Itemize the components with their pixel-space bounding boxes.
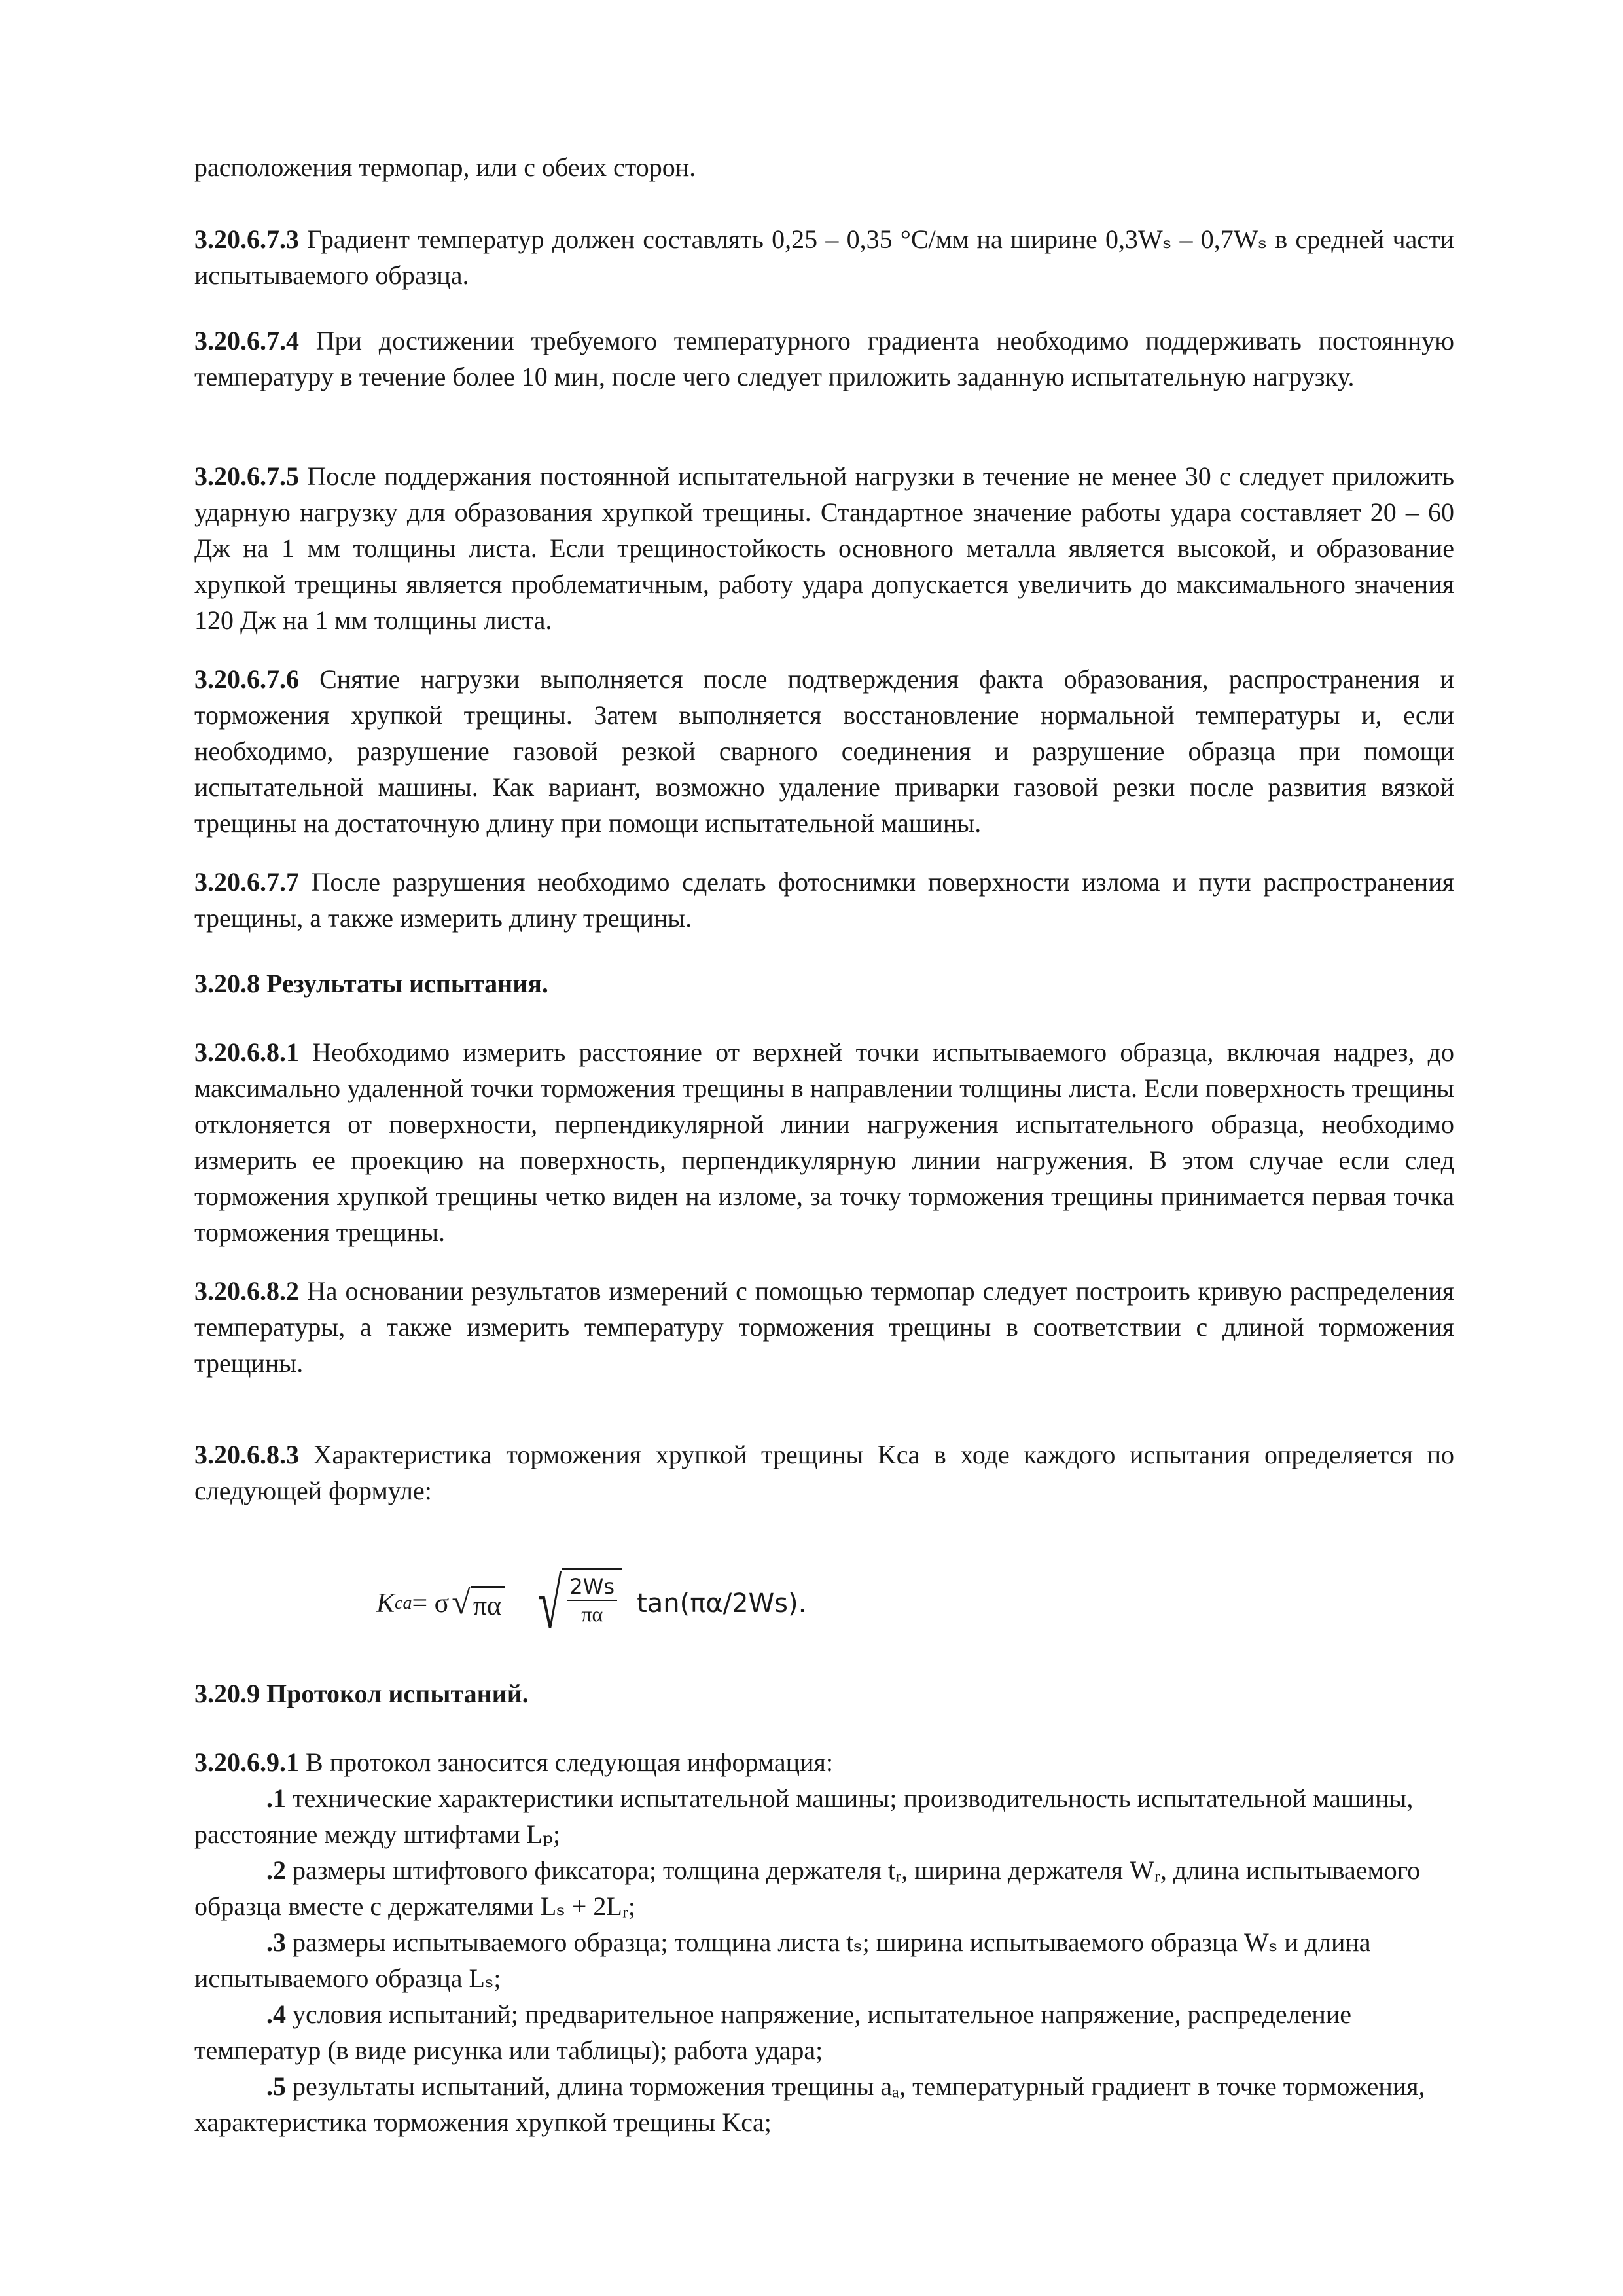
- list-number: .2: [266, 1856, 286, 1885]
- paragraph-text: расположения термопар, или с обеих сторон.: [194, 152, 696, 182]
- list-number: .1: [266, 1784, 286, 1813]
- paragraph-text: Характеристика торможения хрупкой трещины Kca в ходе каждого испытания определяется по следующей формуле:: [194, 1440, 1454, 1505]
- formula-equals-sigma: = σ: [412, 1588, 450, 1619]
- clause-number: 3.20.6.7.6: [194, 664, 299, 694]
- list-item: [194, 1996, 1454, 2068]
- paragraph-continuation: [194, 149, 1454, 185]
- paragraph-text: Необходимо измерить расстояние от верхней точки испытываемого образца, включая надрез, до максимально удаленной точки торможения трещины в направлении толщины листа. Если поверхность трещины отклоняется от поверхности, перпендикулярной линии нагружения испытательного образца, необходимо измерить ее проекцию на поверхность, перпендикулярную линии нагружения. В этом случае если след торможения хрупкой трещины четко виден на изломе, за точку торможения трещины принимается первая точка торможения трещины.: [194, 1037, 1454, 1247]
- section-heading-results: 3.20.8 Результаты испытания.: [194, 969, 548, 998]
- paragraph-3-20-6-7-5: [194, 458, 1454, 638]
- paragraph-text: В протокол заносится следующая информация:: [299, 1748, 833, 1777]
- paragraph-text: После поддержания постоянной испытательной нагрузки в течение не менее 30 с следует приложить ударную нагрузку для образования хрупкой трещины. Стандартное значение работы удара составляет 20 – 60 Дж на 1 мм толщины листа. Если трещиностойкость основного металла является высокой, и образование хрупкой трещины является проблематичным, работу удара допускается увеличить до максимального значения 120 Дж на 1 мм толщины листа.: [194, 461, 1454, 635]
- list-text: технические характеристики испытательной машины; производительность испытательной машины, расстояние между штифтами Lₚ;: [194, 1784, 1414, 1849]
- paragraph-text: После разрушения необходимо сделать фотоснимки поверхности излома и пути распространения трещины, а также измерить длину трещины.: [194, 867, 1454, 933]
- fraction-denominator: πα: [581, 1602, 603, 1626]
- paragraph-text: Градиент температур должен составлять 0,25 – 0,35 °С/мм на ширине 0,3Wₛ – 0,7Wₛ в средней части испытываемого образца.: [194, 224, 1454, 290]
- clause-number: 3.20.6.8.1: [194, 1037, 299, 1067]
- clause-number: 3.20.6.7.7: [194, 867, 299, 897]
- clause-number: 3.20.6.7.4: [194, 326, 299, 355]
- paragraph-text: При достижении требуемого температурного градиента необходимо поддерживать постоянную температуру в течение более 10 мин, после чего следует приложить заданную испытательную нагрузку.: [194, 326, 1454, 391]
- paragraph-3-20-6-9-1: [194, 1744, 1454, 1780]
- list-number: .3: [266, 1928, 286, 1957]
- formula-lhs: K: [376, 1588, 395, 1619]
- sqrt-body: πα: [471, 1586, 505, 1622]
- paragraph-3-20-6-7-4: [194, 323, 1454, 395]
- clause-number: 3.20.6.7.5: [194, 461, 299, 491]
- paragraph-3-20-6-8-1: [194, 1034, 1454, 1250]
- paragraph-text: Снятие нагрузки выполняется после подтверждения факта образования, распространения и торможения хрупкой трещины. Затем выполняется восстановление нормальной температуры и, если необходимо, разрушение газовой резкой сварного соединения и разрушение образца при помощи испытательной машины. Как вариант, возможно удаление приварки газовой резки после развития вязкой трещины на достаточную длину при помощи испытательной машины.: [194, 664, 1454, 838]
- paragraph-3-20-6-8-2: [194, 1273, 1454, 1381]
- list-text: результаты испытаний, длина торможения трещины aₐ, температурный градиент в точке торможения, характеристика торможения хрупкой трещины Kca;: [194, 2072, 1425, 2137]
- clause-number: 3.20.6.8.2: [194, 1276, 299, 1306]
- formula-tangent-term: tan(πα/2Ws).: [637, 1588, 807, 1619]
- formula-lhs-subscript: ca: [395, 1593, 412, 1613]
- list-text: размеры испытываемого образца; толщина листа tₛ; ширина испытываемого образца Wₛ и длина испытываемого образца Lₛ;: [194, 1928, 1371, 1993]
- list-text: условия испытаний; предварительное напряжение, испытательное напряжение, распределение температур (в виде рисунка или таблицы); работа удара;: [194, 2000, 1351, 2065]
- formula-sqrt: [452, 1583, 505, 1622]
- clause-number: 3.20.6.7.3: [194, 224, 299, 254]
- fraction-numerator: 2Ws: [567, 1573, 617, 1601]
- paragraph-3-20-6-7-7: [194, 864, 1454, 936]
- paragraph-text: На основании результатов измерений с помощью термопар следует построить кривую распределения температуры, а также измерить температуру торможения трещины в соответствии с длиной торможения трещины.: [194, 1276, 1454, 1378]
- clause-number: 3.20.6.9.1: [194, 1748, 299, 1777]
- list-item: [194, 1852, 1454, 1924]
- formula-fraction-root: [522, 1564, 622, 1643]
- section-heading-protocol: 3.20.9 Протокол испытаний.: [194, 1679, 529, 1708]
- list-number: .4: [266, 2000, 286, 2029]
- list-item: [194, 1780, 1454, 1852]
- list-item: [194, 2068, 1454, 2140]
- formula-fraction: [562, 1568, 622, 1640]
- list-text: размеры штифтового фиксатора; толщина держателя tᵣ, ширина держателя Wᵣ, длина испытываемого образца вместе с держателями Lₛ + 2Lᵣ;: [194, 1856, 1421, 1921]
- list-number: .5: [266, 2072, 286, 2101]
- paragraph-3-20-6-7-3: [194, 221, 1454, 293]
- radical-sign: √: [452, 1583, 471, 1621]
- kca-formula: [376, 1558, 806, 1649]
- paragraph-3-20-6-7-6: [194, 661, 1454, 841]
- list-item: [194, 1924, 1454, 1996]
- paragraph-3-20-6-8-3: [194, 1437, 1454, 1509]
- radical-sign-large: √: [538, 1564, 562, 1643]
- clause-number: 3.20.6.8.3: [194, 1440, 299, 1469]
